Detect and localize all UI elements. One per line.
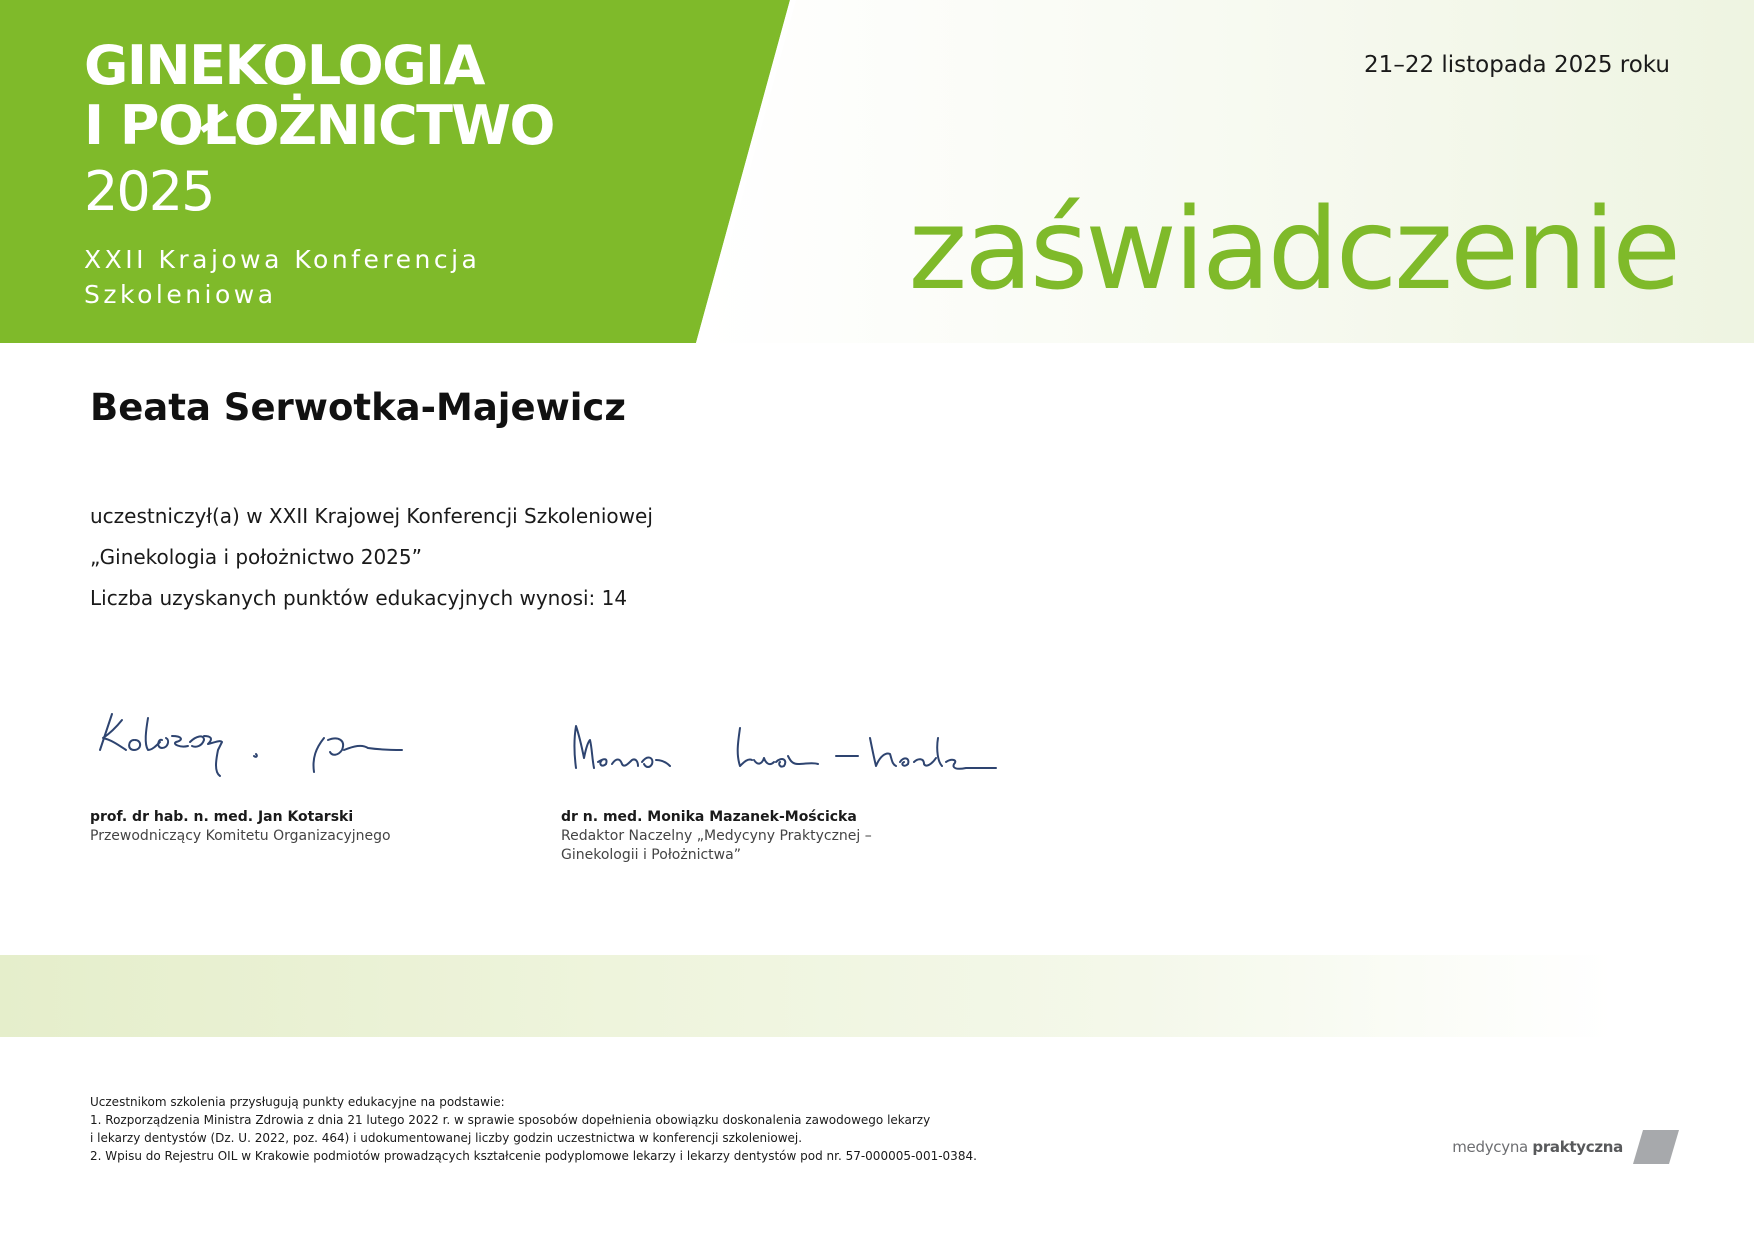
footnote-2: 2. Wpisu do Rejestru OIL w Krakowie podmiotów prowadzących kształcenie podyplomowe lekarzy i lekarzy dentystów pod nr. 57-000005-001-0384. — [90, 1149, 977, 1163]
brand-wordmark — [1452, 1138, 1623, 1156]
certificate-body — [90, 502, 653, 625]
body-line-points: Liczba uzyskanych punktów edukacyjnych wynosi: 14 — [90, 586, 628, 610]
signer-mazanek — [561, 808, 891, 865]
conference-subtitle-line2: Szkoleniowa — [84, 280, 277, 309]
conference-title-line1: GINEKOLOGIA — [84, 34, 484, 97]
brand-name-light: medycyna — [1452, 1138, 1528, 1156]
document-title: zaświadczenie — [908, 185, 1678, 315]
signature-image-mazanek — [566, 718, 1016, 803]
signer-mazanek-name: dr n. med. Monika Mazanek-Mościcka — [561, 809, 857, 825]
legal-footnotes — [90, 1093, 1090, 1165]
brand-name-bold: praktyczna — [1532, 1138, 1623, 1156]
conference-subtitle — [84, 242, 644, 312]
signer-mazanek-role-line1: Redaktor Naczelny „Medycyny Praktycznej – — [561, 828, 872, 844]
signature-image-kotarski — [92, 700, 412, 785]
participant-name: Beata Serwotka-Majewicz — [90, 386, 626, 429]
signer-kotarski-name: prof. dr hab. n. med. Jan Kotarski — [90, 809, 354, 825]
publisher-brand — [1452, 1130, 1679, 1164]
conference-title-line2: I POŁOŻNICTWO — [84, 94, 554, 157]
conference-date: 21–22 listopada 2025 roku — [1364, 52, 1670, 78]
body-line-participation: uczestniczył(a) w XXII Krajowej Konferencji Szkoleniowej — [90, 504, 653, 528]
footnote-1-line2: i lekarzy dentystów (Dz. U. 2022, poz. 464) i udokumentowanej liczby godzin uczestnictwa w konferencji szkoleniowej. — [90, 1131, 803, 1145]
conference-title — [84, 36, 554, 156]
decorative-gradient-band — [0, 955, 1754, 1037]
certificate-header — [0, 0, 1754, 343]
conference-year: 2025 — [84, 160, 214, 223]
signer-kotarski-role: Przewodniczący Komitetu Organizacyjnego — [90, 828, 391, 844]
footnote-1-line1: 1. Rozporządzenia Ministra Zdrowia z dnia 21 lutego 2022 r. w sprawie sposobów dopełnienia obowiązku doskonalenia zawodowego lekarzy — [90, 1113, 931, 1127]
conference-subtitle-line1: XXII Krajowa Konferencja — [84, 245, 481, 274]
body-line-conference-name: „Ginekologia i położnictwo 2025” — [90, 545, 422, 569]
signer-kotarski — [90, 808, 391, 846]
footnote-intro: Uczestnikom szkolenia przysługują punkty edukacyjne na podstawie: — [90, 1095, 505, 1109]
parallelogram-logo-icon — [1633, 1130, 1679, 1164]
signer-mazanek-role-line2: Ginekologii i Położnictwa” — [561, 847, 741, 863]
